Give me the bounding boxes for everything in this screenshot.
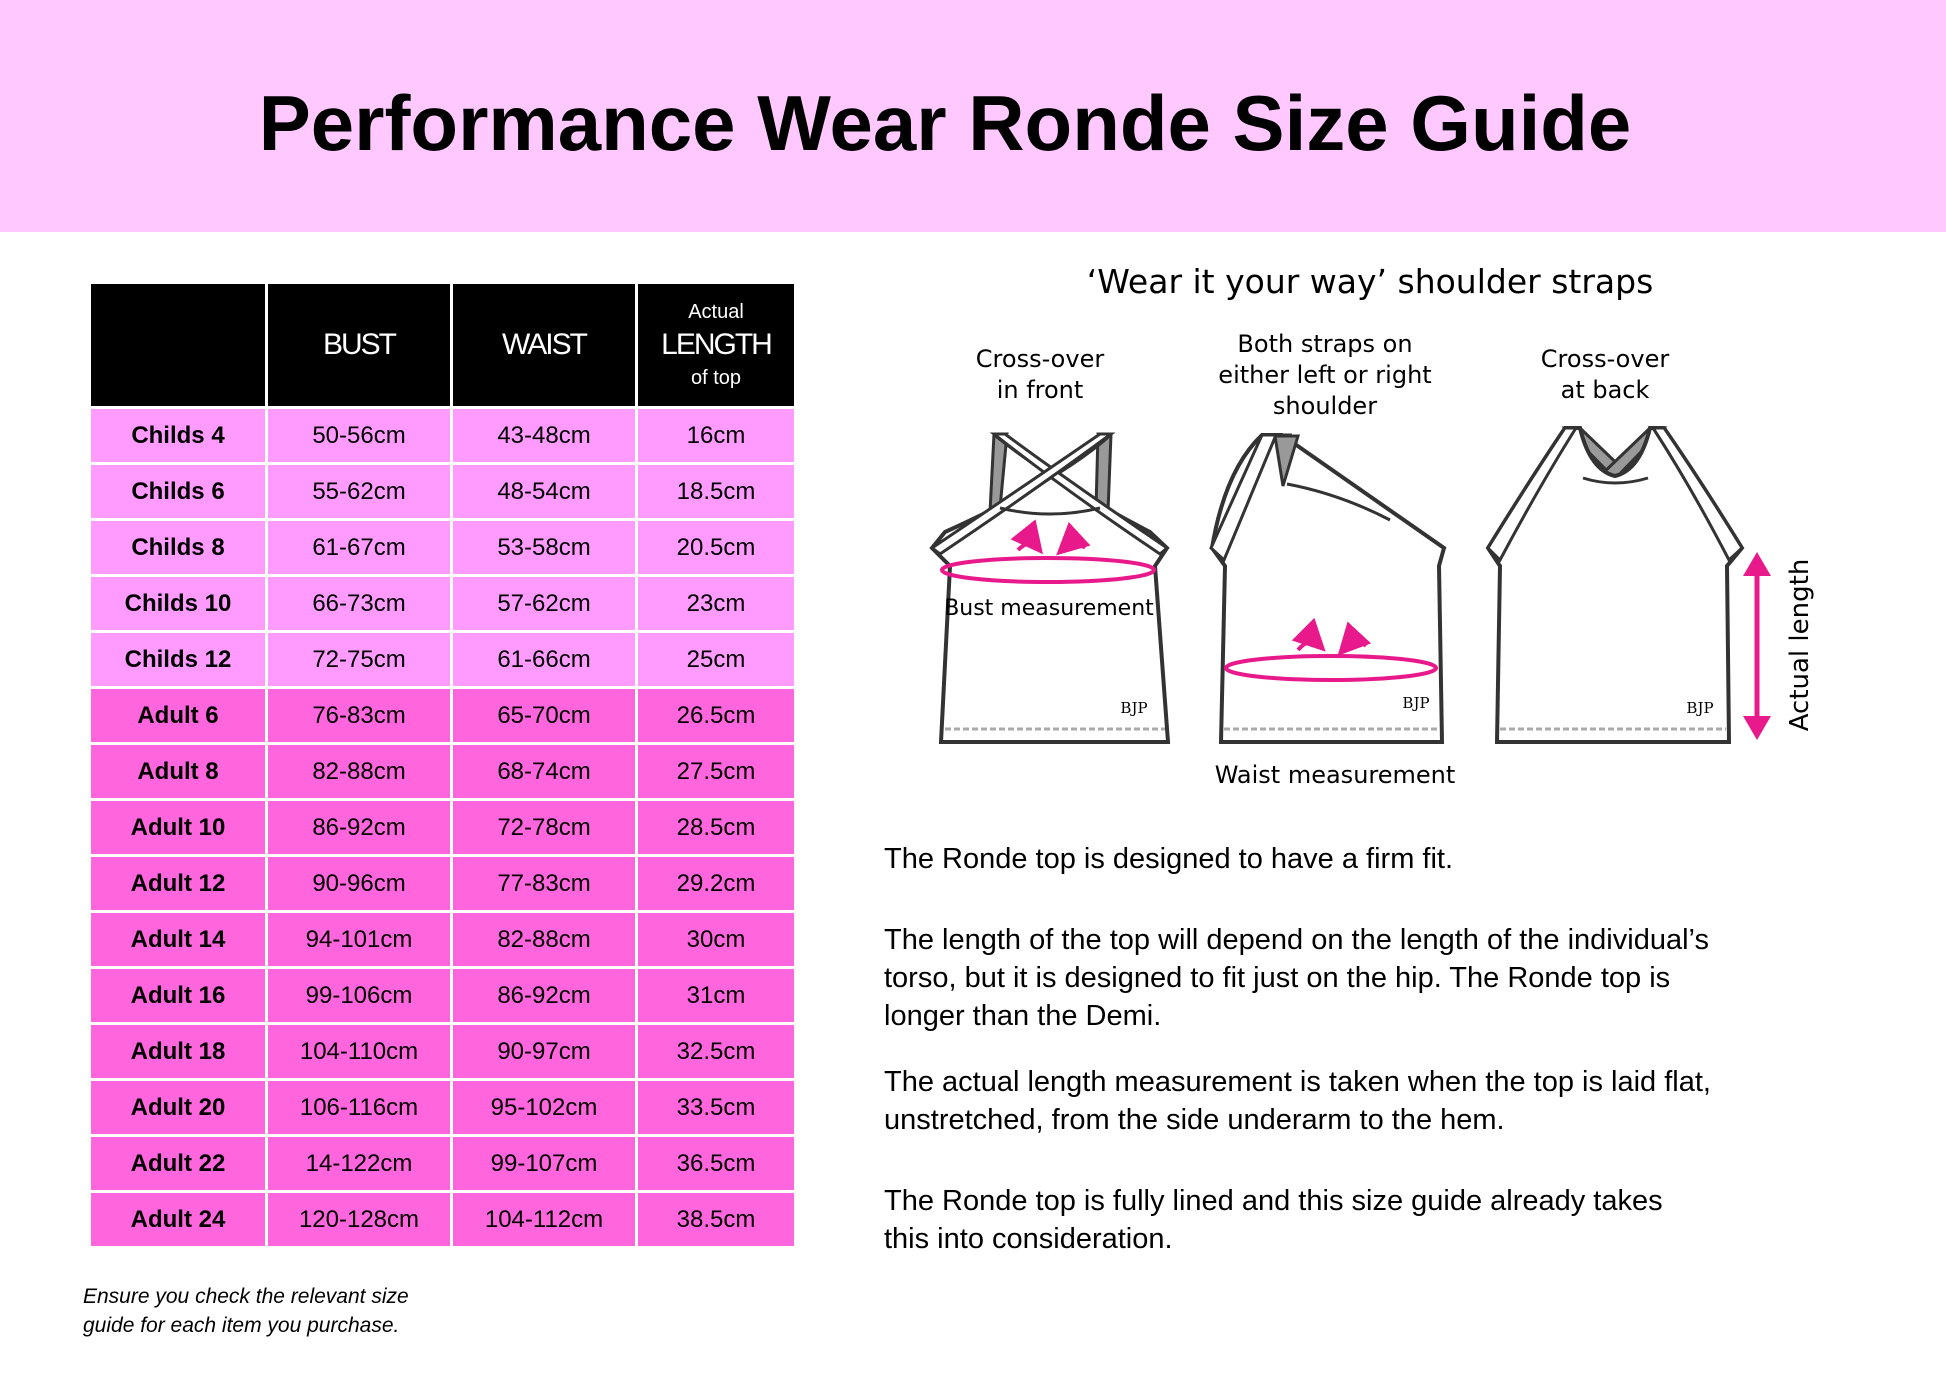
size-table-body xyxy=(91,409,794,1246)
length-cell: 18.5cm xyxy=(638,465,794,518)
header-size xyxy=(91,284,265,406)
straps-title: ‘Wear it your way’ shoulder straps xyxy=(1086,262,1654,301)
brand-logo-3: BJP xyxy=(1686,699,1714,717)
waist-cell: 53-58cm xyxy=(453,521,635,574)
table-row xyxy=(91,409,794,462)
bust-cell: 14-122cm xyxy=(268,1137,450,1190)
header-length-top: Actual xyxy=(688,301,744,323)
size-cell: Adult 8 xyxy=(91,745,265,798)
table-row xyxy=(91,689,794,742)
caption-side xyxy=(1200,329,1450,422)
waist-measurement-label: Waist measurement xyxy=(1214,761,1456,789)
bust-cell: 106-116cm xyxy=(268,1081,450,1134)
size-cell: Adult 22 xyxy=(91,1137,265,1190)
waist-cell: 65-70cm xyxy=(453,689,635,742)
length-cell: 20.5cm xyxy=(638,521,794,574)
waist-cell: 95-102cm xyxy=(453,1081,635,1134)
bust-cell: 99-106cm xyxy=(268,969,450,1022)
length-cell: 28.5cm xyxy=(638,801,794,854)
table-row xyxy=(91,801,794,854)
caption-front-line-1: Cross-over xyxy=(975,345,1105,373)
size-cell: Childs 12 xyxy=(91,633,265,686)
paragraph-4-line-2: this into consideration. xyxy=(884,1223,1173,1255)
length-cell: 16cm xyxy=(638,409,794,462)
waist-cell: 82-88cm xyxy=(453,913,635,966)
bust-cell: 66-73cm xyxy=(268,577,450,630)
bust-cell: 82-88cm xyxy=(268,745,450,798)
table-row xyxy=(91,577,794,630)
paragraph-2-line-3: longer than the Demi. xyxy=(884,1000,1162,1032)
bust-cell: 50-56cm xyxy=(268,409,450,462)
size-cell: Childs 4 xyxy=(91,409,265,462)
waist-cell: 68-74cm xyxy=(453,745,635,798)
header-length-bottom: of top xyxy=(690,367,742,389)
length-cell: 23cm xyxy=(638,577,794,630)
bust-cell: 76-83cm xyxy=(268,689,450,742)
bust-cell: 72-75cm xyxy=(268,633,450,686)
waist-cell: 90-97cm xyxy=(453,1025,635,1078)
paragraph-firm-fit xyxy=(884,840,1884,878)
waist-cell: 61-66cm xyxy=(453,633,635,686)
length-cell: 33.5cm xyxy=(638,1081,794,1134)
table-row xyxy=(91,745,794,798)
size-cell: Adult 14 xyxy=(91,913,265,966)
size-cell: Childs 6 xyxy=(91,465,265,518)
header-length xyxy=(638,284,794,406)
table-row xyxy=(91,1137,794,1190)
caption-back xyxy=(1500,344,1710,406)
note-line-2: guide for each item you purchase. xyxy=(83,1314,400,1337)
table-row xyxy=(91,913,794,966)
table-row xyxy=(91,1193,794,1246)
length-cell: 36.5cm xyxy=(638,1137,794,1190)
caption-back-line-1: Cross-over xyxy=(1540,345,1670,373)
bust-cell: 94-101cm xyxy=(268,913,450,966)
side-straps-top xyxy=(1211,435,1444,742)
caption-side-line-3: shoulder xyxy=(1272,392,1378,420)
paragraph-4-line-1: The Ronde top is fully lined and this size guide already takes xyxy=(884,1185,1663,1217)
size-cell: Adult 12 xyxy=(91,857,265,910)
garment-illustrations xyxy=(920,420,1840,800)
bust-cell: 104-110cm xyxy=(268,1025,450,1078)
length-cell: 26.5cm xyxy=(638,689,794,742)
actual-length-label: Actual length xyxy=(1785,558,1815,732)
table-row xyxy=(91,1081,794,1134)
size-cell: Adult 16 xyxy=(91,969,265,1022)
length-cell: 30cm xyxy=(638,913,794,966)
length-cell: 31cm xyxy=(638,969,794,1022)
size-cell: Adult 6 xyxy=(91,689,265,742)
size-cell: Childs 10 xyxy=(91,577,265,630)
table-row xyxy=(91,969,794,1022)
paragraph-lined xyxy=(884,1182,1884,1258)
table-row xyxy=(91,521,794,574)
header-waist: WAIST xyxy=(453,284,635,406)
caption-side-line-2: either left or right xyxy=(1218,361,1432,389)
waist-cell: 43-48cm xyxy=(453,409,635,462)
paragraph-3-line-1: The actual length measurement is taken when the top is laid flat, xyxy=(884,1066,1711,1098)
length-cell: 27.5cm xyxy=(638,745,794,798)
paragraph-2-line-2: torso, but it is designed to fit just on the hip. The Ronde top is xyxy=(884,962,1671,994)
waist-cell: 104-112cm xyxy=(453,1193,635,1246)
header-bust: BUST xyxy=(268,284,450,406)
size-cell: Adult 20 xyxy=(91,1081,265,1134)
length-cell: 25cm xyxy=(638,633,794,686)
size-cell: Adult 18 xyxy=(91,1025,265,1078)
table-row xyxy=(91,633,794,686)
size-cell: Adult 24 xyxy=(91,1193,265,1246)
caption-back-line-2: at back xyxy=(1560,376,1650,404)
waist-cell: 99-107cm xyxy=(453,1137,635,1190)
bust-cell: 120-128cm xyxy=(268,1193,450,1246)
paragraph-2-line-1: The length of the top will depend on the length of the individual’s xyxy=(884,924,1709,956)
paragraph-measurement xyxy=(884,1063,1884,1139)
length-cell: 32.5cm xyxy=(638,1025,794,1078)
size-cell: Adult 10 xyxy=(91,801,265,854)
waist-cell: 86-92cm xyxy=(453,969,635,1022)
bust-cell: 90-96cm xyxy=(268,857,450,910)
waist-cell: 77-83cm xyxy=(453,857,635,910)
bust-measurement-label: Bust measurement xyxy=(944,596,1154,621)
paragraph-3-line-2: unstretched, from the side underarm to the hem. xyxy=(884,1104,1505,1136)
table-row xyxy=(91,857,794,910)
table-row xyxy=(91,465,794,518)
size-note xyxy=(83,1282,409,1340)
waist-cell: 72-78cm xyxy=(453,801,635,854)
table-row xyxy=(91,1025,794,1078)
paragraph-1-line: The Ronde top is designed to have a firm fit. xyxy=(884,843,1454,875)
bust-cell: 61-67cm xyxy=(268,521,450,574)
note-line-1: Ensure you check the relevant size xyxy=(83,1285,409,1308)
waist-cell: 57-62cm xyxy=(453,577,635,630)
size-cell: Childs 8 xyxy=(91,521,265,574)
size-table xyxy=(88,281,797,1249)
header-length-mid: LENGTH xyxy=(661,328,771,361)
bust-cell: 86-92cm xyxy=(268,801,450,854)
table-header-row xyxy=(91,284,794,406)
page-title: Performance Wear Ronde Size Guide xyxy=(258,79,1632,167)
brand-logo: BJP xyxy=(1120,699,1148,717)
waist-cell: 48-54cm xyxy=(453,465,635,518)
caption-front xyxy=(935,344,1145,406)
back-crossover-top xyxy=(1488,428,1815,742)
bust-cell: 55-62cm xyxy=(268,465,450,518)
caption-side-line-1: Both straps on xyxy=(1237,330,1413,358)
length-cell: 29.2cm xyxy=(638,857,794,910)
paragraph-length xyxy=(884,921,1884,1035)
brand-logo-2: BJP xyxy=(1402,694,1430,712)
length-cell: 38.5cm xyxy=(638,1193,794,1246)
front-crossover-top xyxy=(932,434,1168,742)
caption-front-line-2: in front xyxy=(996,376,1084,404)
